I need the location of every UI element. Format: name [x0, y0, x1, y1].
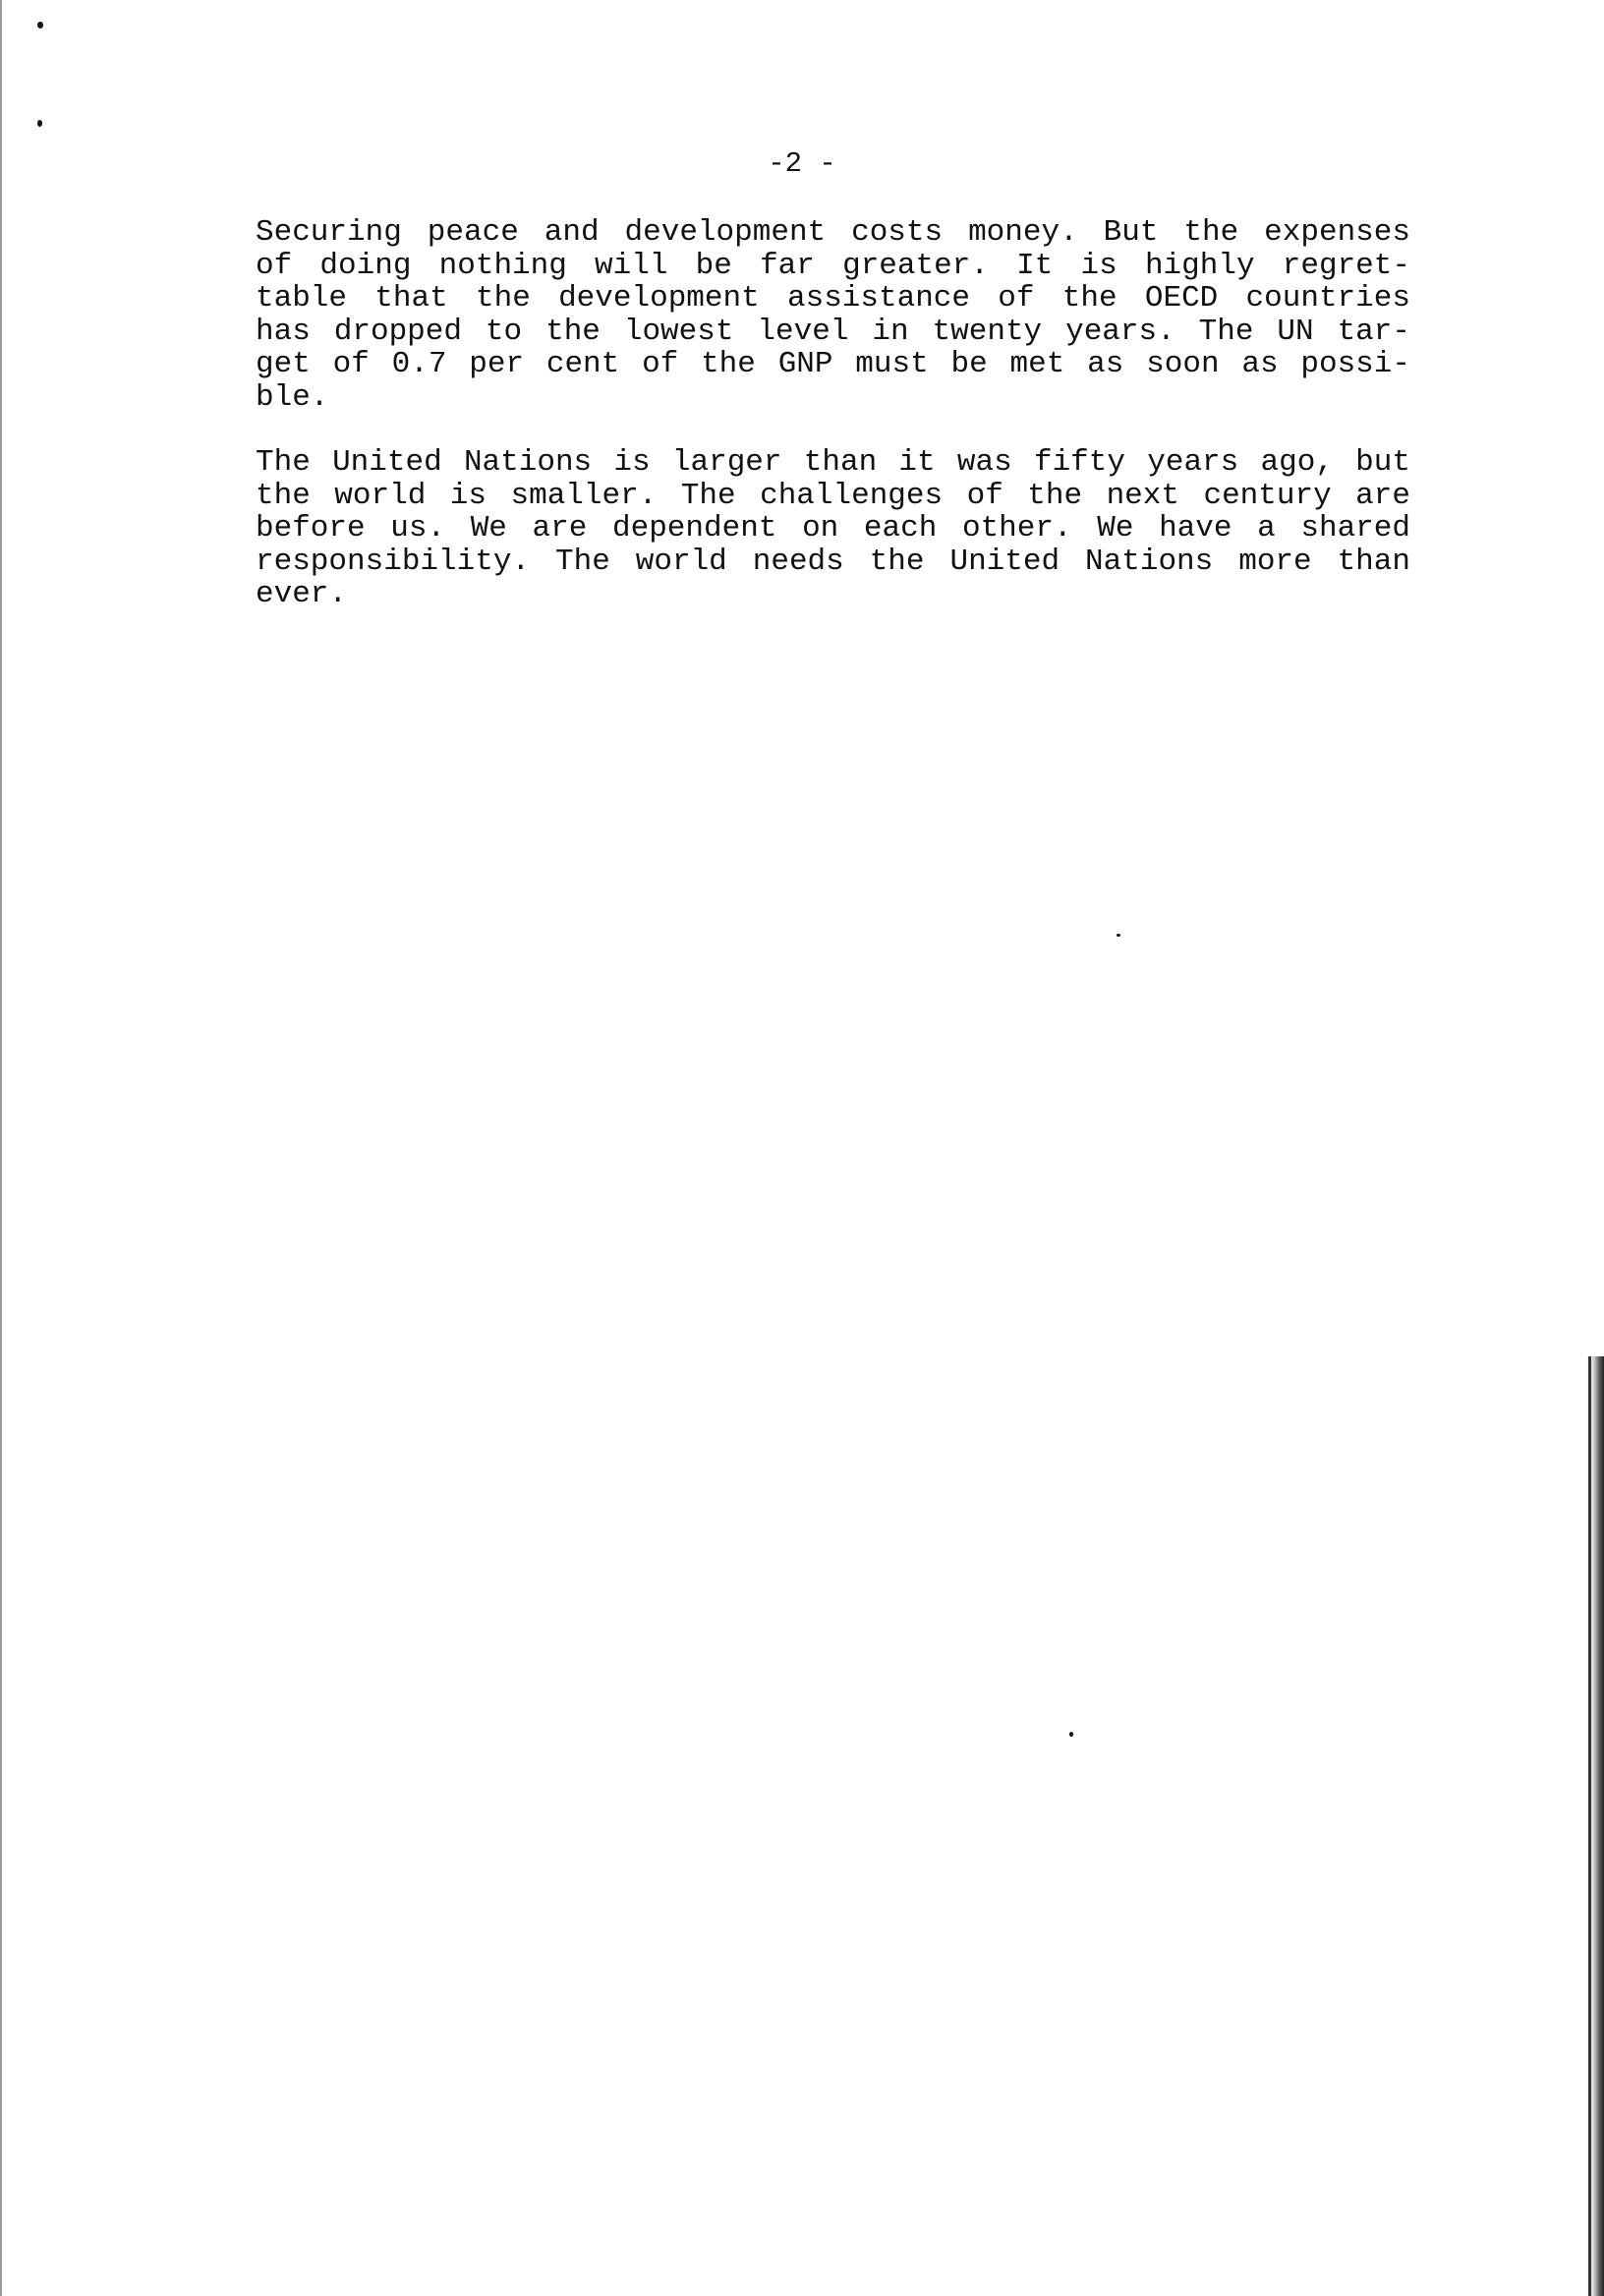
page-number: -2 -	[768, 147, 836, 180]
text-line: Securing peace and development costs money. But the expenses	[256, 215, 1410, 250]
scan-speck	[37, 22, 43, 29]
text-line: has dropped to the lowest level in twenty years. The UN tar-	[256, 314, 1410, 349]
paragraph-1	[256, 216, 1410, 414]
scan-speck	[1069, 1732, 1073, 1737]
scan-left-edge	[0, 0, 2, 2296]
text-line: responsibility. The world needs the United Nations more than	[256, 544, 1410, 579]
paragraph-2	[256, 446, 1410, 611]
text-line: ever.	[256, 577, 348, 611]
text-line: get of 0.7 per cent of the GNP must be met as soon as possi-	[256, 347, 1410, 381]
text-line: table that the development assistance of the OECD countries	[256, 281, 1410, 316]
text-line: the world is smaller. The challenges of the next century are	[256, 478, 1410, 513]
text-line: before us. We are dependent on each other. We have a shared	[256, 511, 1410, 545]
scan-right-edge-line	[1588, 1356, 1591, 2296]
scan-speck	[37, 120, 42, 127]
text-line: ble.	[256, 379, 329, 415]
text-line: of doing nothing will be far greater. It is highly regret-	[256, 248, 1410, 283]
text-line: The United Nations is larger than it was fifty years ago, but	[256, 445, 1410, 480]
scan-speck	[1117, 934, 1120, 937]
